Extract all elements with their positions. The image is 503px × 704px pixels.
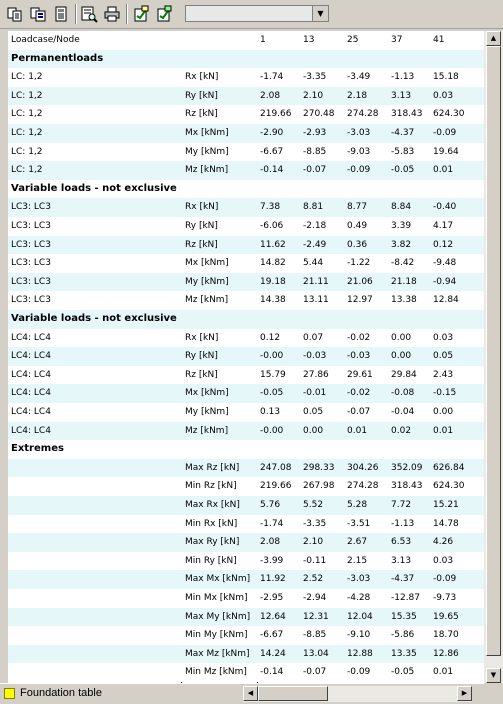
section-row <box>8 310 484 329</box>
table-cell[interactable]: -0.07 <box>303 667 327 678</box>
header-cell[interactable]: 41 <box>433 35 445 45</box>
table-cell[interactable]: 2.18 <box>347 90 368 101</box>
table-cell[interactable]: -0.00 <box>260 425 284 436</box>
table-cell[interactable]: 7.38 <box>260 202 281 213</box>
table-cell[interactable]: 19.18 <box>260 276 286 287</box>
table-cell[interactable]: 5.76 <box>260 500 281 510</box>
table-cell[interactable]: Max Ry [kN] <box>185 537 240 548</box>
table-row <box>8 384 484 403</box>
table-cell[interactable]: 0.05 <box>303 407 324 417</box>
table-row <box>8 347 484 366</box>
table-cell[interactable]: 15.21 <box>433 500 459 510</box>
table-cell[interactable]: Max Mz [kNm] <box>185 648 250 659</box>
table-cell[interactable]: Max Rz [kN] <box>185 462 240 473</box>
table-cell[interactable]: 352.09 <box>391 462 423 473</box>
table-cell[interactable]: 0.00 <box>391 351 412 362</box>
table-cell[interactable]: -2.93 <box>303 128 327 138</box>
toolbar-separator <box>75 4 77 24</box>
table-cell[interactable]: 12.04 <box>347 611 373 622</box>
table-cell[interactable]: Min Rx [kN] <box>185 518 238 529</box>
table-cell[interactable]: -2.49 <box>303 239 327 250</box>
table-cell[interactable]: 270.48 <box>303 109 335 120</box>
table-cell[interactable]: 0.03 <box>433 332 454 343</box>
table-cell[interactable]: 0.03 <box>433 555 454 566</box>
scroll-left-icon[interactable]: ◀ <box>243 686 258 701</box>
table-cell[interactable]: 304.26 <box>347 462 379 473</box>
table-cell[interactable]: Rz [kN] <box>185 239 218 250</box>
table-cell[interactable]: 14.24 <box>260 648 286 659</box>
table-cell[interactable]: -3.49 <box>347 72 371 83</box>
table-cell[interactable]: -0.09 <box>433 574 457 585</box>
table-cell[interactable]: 0.00 <box>391 332 412 343</box>
table-cell[interactable]: -0.09 <box>433 128 457 138</box>
section-row <box>8 440 484 459</box>
scroll-up-icon[interactable]: ▲ <box>486 31 501 46</box>
table-cell[interactable]: My [kNm] <box>185 276 229 287</box>
table-cell[interactable]: 6.53 <box>391 537 412 548</box>
table-cell[interactable]: 27.86 <box>303 369 329 380</box>
table-row <box>8 143 484 162</box>
table-cell[interactable]: Ry [kN] <box>185 90 218 101</box>
bottom-bar <box>0 683 503 704</box>
table-cell[interactable]: 298.33 <box>303 462 335 473</box>
table-cell[interactable]: 15.18 <box>433 72 459 83</box>
table-cell[interactable]: 8.81 <box>303 202 324 213</box>
table-cell[interactable]: -5.83 <box>391 146 415 157</box>
table-cell[interactable]: -0.01 <box>303 388 327 399</box>
table-cell[interactable]: -2.95 <box>260 593 284 603</box>
table-row <box>8 366 484 385</box>
table-cell[interactable]: Mx [kNm] <box>185 258 229 269</box>
table-cell[interactable]: 318.43 <box>391 109 423 120</box>
table-row <box>8 477 484 496</box>
table-cell[interactable]: Min My [kNm] <box>185 630 248 641</box>
table-cell[interactable]: 274.28 <box>347 109 379 120</box>
table-cell[interactable] <box>11 663 181 682</box>
table-cell[interactable]: 219.66 <box>260 109 292 120</box>
sheet-tab-label: Foundation table <box>20 687 102 699</box>
table-cell[interactable]: 219.66 <box>260 481 292 492</box>
table-cell[interactable]: 19.64 <box>433 146 459 157</box>
table-cell[interactable]: 2.43 <box>433 369 454 380</box>
results-table <box>8 31 484 683</box>
table-cell[interactable] <box>11 570 181 589</box>
table-cell[interactable]: -12.87 <box>391 593 421 603</box>
toolbar-separator <box>126 4 128 24</box>
table-cell[interactable]: LC3: LC3 <box>11 295 51 306</box>
table-cell[interactable]: -2.90 <box>260 128 284 138</box>
sheet-tab-icon <box>4 688 15 699</box>
table-cell[interactable]: Rz [kN] <box>185 369 218 380</box>
table-cell[interactable]: LC3: LC3 <box>11 239 51 250</box>
table-cell[interactable]: -3.03 <box>347 128 371 138</box>
table-row <box>8 496 484 515</box>
table-cell[interactable]: My [kNm] <box>185 146 229 157</box>
chevron-down-icon[interactable]: ▼ <box>312 6 328 21</box>
table-cell[interactable]: LC4: LC4 <box>11 369 51 380</box>
table-cell[interactable]: LC: 1,2 <box>11 146 43 157</box>
table-cell[interactable]: -0.07 <box>303 165 327 176</box>
table-cell[interactable]: Max My [kNm] <box>185 611 251 622</box>
table-cell[interactable]: 13.38 <box>391 295 417 306</box>
toolbar-dropdown[interactable] <box>185 5 329 22</box>
table-cell[interactable]: -4.28 <box>347 593 371 603</box>
table-cell[interactable]: 0.13 <box>260 407 281 417</box>
table-cell[interactable]: 12.64 <box>260 611 286 622</box>
table-cell[interactable]: -0.94 <box>433 276 457 287</box>
table-cell[interactable]: -0.14 <box>260 165 284 176</box>
header-cell[interactable] <box>185 31 255 50</box>
scroll-down-icon[interactable]: ▼ <box>486 668 501 683</box>
table-cell[interactable]: Min Ry [kN] <box>185 555 237 566</box>
table-cell[interactable]: 3.13 <box>391 90 412 101</box>
table-cell[interactable]: 7.72 <box>391 500 412 510</box>
table-cell[interactable]: 5.44 <box>303 258 324 269</box>
section-title: Permanentloads <box>11 52 104 64</box>
table-cell[interactable]: -0.15 <box>433 388 457 399</box>
table-cell[interactable]: 318.43 <box>391 481 423 492</box>
vertical-scrollbar[interactable] <box>484 31 503 683</box>
scroll-corner <box>484 683 503 703</box>
table-cell[interactable]: -0.08 <box>391 388 415 399</box>
page-setup-icon[interactable] <box>52 5 70 23</box>
header-cell[interactable]: Loadcase/Node <box>11 35 80 45</box>
table-cell[interactable]: -8.85 <box>303 630 327 641</box>
table-cell[interactable]: LC4: LC4 <box>11 407 51 417</box>
table-cell[interactable]: -0.05 <box>260 388 284 399</box>
table-cell[interactable]: LC3: LC3 <box>11 258 51 269</box>
table-cell[interactable]: 0.00 <box>433 407 454 417</box>
table-cell[interactable]: -4.37 <box>391 128 415 138</box>
table-cell[interactable]: Ry [kN] <box>185 351 218 362</box>
table-cell[interactable]: 0.02 <box>391 425 412 436</box>
table-row <box>8 217 484 236</box>
table-cell[interactable]: 13.35 <box>391 648 417 659</box>
table-row <box>8 161 484 180</box>
table-cell[interactable]: Rz [kN] <box>185 109 218 120</box>
table-cell[interactable]: 624.30 <box>433 481 465 492</box>
table-cell[interactable]: 12.97 <box>347 295 373 306</box>
table-cell[interactable]: 21.11 <box>303 276 329 287</box>
table-row <box>8 198 484 217</box>
table-cell[interactable]: -3.35 <box>303 72 327 83</box>
section-row <box>8 50 484 69</box>
table-cell[interactable]: -6.67 <box>260 630 284 641</box>
table-cell[interactable]: -0.11 <box>303 555 327 566</box>
table-cell[interactable]: Max Mx [kNm] <box>185 574 251 585</box>
table-row <box>8 645 484 664</box>
table-cell[interactable]: LC: 1,2 <box>11 109 43 120</box>
table-cell[interactable] <box>11 496 181 515</box>
table-cell[interactable]: -0.40 <box>433 202 457 213</box>
table-cell[interactable]: 0.00 <box>303 425 324 436</box>
table-cell[interactable]: 13.04 <box>303 648 329 659</box>
table-cell[interactable]: 3.39 <box>391 221 412 231</box>
section-title: Variable loads - not exclusive <box>11 313 177 324</box>
table-cell[interactable]: 4.26 <box>433 537 454 548</box>
table-cell[interactable]: 15.79 <box>260 369 286 380</box>
header-cell[interactable]: 25 <box>347 35 359 45</box>
table-cell[interactable] <box>11 533 181 552</box>
table-cell[interactable]: 14.78 <box>433 518 459 529</box>
table-cell[interactable] <box>11 608 181 627</box>
table-cell[interactable]: -6.67 <box>260 146 284 157</box>
table-cell[interactable]: -0.04 <box>391 407 415 417</box>
table-cell[interactable]: 5.28 <box>347 500 368 510</box>
table-row <box>8 608 484 627</box>
table-cell[interactable]: 2.67 <box>347 537 368 548</box>
table-cell[interactable]: -9.03 <box>347 146 371 157</box>
section-title: Extremes <box>11 443 64 455</box>
table-cell[interactable]: LC4: LC4 <box>11 425 51 436</box>
table-row <box>8 124 484 143</box>
table-row <box>8 87 484 106</box>
table-cell[interactable]: -3.51 <box>347 518 371 529</box>
table-cell[interactable]: 0.49 <box>347 221 368 231</box>
copy-table-icon[interactable] <box>29 5 47 23</box>
section-row <box>8 180 484 199</box>
print-preview-icon[interactable] <box>80 5 98 23</box>
table-cell[interactable]: 21.18 <box>391 276 417 287</box>
horizontal-scroll-thumb[interactable] <box>258 686 328 701</box>
table-cell[interactable]: 14.82 <box>260 258 286 269</box>
table-row <box>8 236 484 255</box>
table-cell[interactable]: -0.03 <box>347 351 371 362</box>
table-cell[interactable]: 4.17 <box>433 221 454 231</box>
table-cell[interactable]: -1.74 <box>260 72 284 83</box>
table-cell[interactable]: -6.06 <box>260 221 284 231</box>
table-cell[interactable]: 3.82 <box>391 239 412 250</box>
table-cell[interactable]: 274.28 <box>347 481 379 492</box>
table-cell[interactable]: -0.05 <box>391 667 415 678</box>
table-row <box>8 589 484 608</box>
table-cell[interactable]: Mz [kNm] <box>185 165 229 176</box>
table-cell[interactable]: 2.08 <box>260 537 281 548</box>
table-cell[interactable]: Mx [kNm] <box>185 388 229 399</box>
table-cell[interactable]: 21.06 <box>347 276 373 287</box>
table-cell[interactable]: LC: 1,2 <box>11 165 43 176</box>
export-icon[interactable] <box>132 5 150 23</box>
table-cell[interactable]: 11.62 <box>260 239 286 250</box>
table-cell[interactable]: 18.70 <box>433 630 459 641</box>
table-cell[interactable]: -0.05 <box>391 165 415 176</box>
header-cell[interactable]: 37 <box>391 35 403 45</box>
table-cell[interactable]: -1.22 <box>347 258 371 269</box>
table-cell[interactable]: 12.88 <box>347 648 373 659</box>
table-cell[interactable] <box>11 589 181 608</box>
table-cell[interactable]: 3.13 <box>391 555 412 566</box>
table-cell[interactable]: 2.52 <box>303 574 324 585</box>
vertical-scroll-thumb[interactable] <box>486 46 501 656</box>
table-cell[interactable]: Rx [kN] <box>185 332 219 343</box>
table-row <box>8 422 484 441</box>
table-cell[interactable]: 8.77 <box>347 202 368 213</box>
header-cell[interactable]: 13 <box>303 35 315 45</box>
table-cell[interactable]: 0.05 <box>433 351 454 362</box>
table-cell[interactable]: -9.73 <box>433 593 457 603</box>
table-cell[interactable]: -0.00 <box>260 351 284 362</box>
table-cell[interactable]: -3.35 <box>303 518 327 529</box>
table-cell[interactable]: 19.65 <box>433 611 459 622</box>
table-cell[interactable]: Min Mx [kNm] <box>185 593 248 603</box>
table-cell[interactable]: -0.02 <box>347 332 371 343</box>
export-settings-icon[interactable] <box>155 5 173 23</box>
table-cell[interactable]: -4.37 <box>391 574 415 585</box>
table-row <box>8 329 484 348</box>
table-cell[interactable]: LC3: LC3 <box>11 202 51 213</box>
table-cell[interactable]: 0.01 <box>433 425 454 436</box>
table-cell[interactable]: 14.38 <box>260 295 286 306</box>
table-cell[interactable]: 0.01 <box>347 425 368 436</box>
print-icon[interactable] <box>103 5 121 23</box>
table-cell[interactable]: LC3: LC3 <box>11 276 51 287</box>
table-cell[interactable]: 15.35 <box>391 611 417 622</box>
toolbar <box>0 0 503 29</box>
table-cell[interactable]: 0.07 <box>303 332 324 343</box>
table-cell[interactable]: 247.08 <box>260 462 292 473</box>
table-cell[interactable]: -0.02 <box>347 388 371 399</box>
table-cell[interactable]: Ry [kN] <box>185 221 218 231</box>
table-cell[interactable]: 0.01 <box>433 667 454 678</box>
table-row <box>8 570 484 589</box>
table-cell[interactable]: 0.12 <box>260 332 281 343</box>
table-cell[interactable]: -9.10 <box>347 630 371 641</box>
table-cell[interactable]: 2.10 <box>303 90 324 101</box>
table-cell[interactable]: -2.18 <box>303 221 327 231</box>
table-cell[interactable]: Max Rx [kN] <box>185 500 240 510</box>
table-cell[interactable]: 0.36 <box>347 239 368 250</box>
table-cell[interactable]: -0.03 <box>303 351 327 362</box>
table-row <box>8 273 484 292</box>
table-cell[interactable]: Min Rz [kN] <box>185 481 237 492</box>
table-cell[interactable]: Rx [kN] <box>185 72 219 83</box>
table-cell[interactable]: Mz [kNm] <box>185 425 229 436</box>
table-row <box>8 459 484 478</box>
sheet-tab[interactable] <box>0 685 240 703</box>
table-row <box>8 552 484 571</box>
table-cell[interactable]: 0.03 <box>433 90 454 101</box>
table-cell[interactable]: LC4: LC4 <box>11 388 51 399</box>
table-cell[interactable]: -3.99 <box>260 555 284 566</box>
table-cell[interactable]: -0.14 <box>260 667 284 678</box>
table-cell[interactable]: Min Mz [kNm] <box>185 667 247 678</box>
table-cell[interactable]: -0.09 <box>347 165 371 176</box>
table-cell[interactable]: 5.52 <box>303 500 324 510</box>
table-cell[interactable]: 2.15 <box>347 555 368 566</box>
table-cell[interactable]: -8.42 <box>391 258 415 269</box>
table-cell[interactable]: LC3: LC3 <box>11 221 51 231</box>
table-cell[interactable]: 8.84 <box>391 202 412 213</box>
header-cell[interactable]: 1 <box>260 35 266 45</box>
table-cell[interactable]: -3.03 <box>347 574 371 585</box>
table-row <box>8 533 484 552</box>
table-cell[interactable]: LC: 1,2 <box>11 72 43 83</box>
table-cell[interactable]: -5.86 <box>391 630 415 641</box>
table-cell[interactable]: LC4: LC4 <box>11 351 51 362</box>
table-cell[interactable]: LC: 1,2 <box>11 90 43 101</box>
table-cell[interactable]: LC: 1,2 <box>11 128 43 138</box>
copy-icon[interactable] <box>6 5 24 23</box>
table-cell[interactable] <box>11 515 181 534</box>
table-row <box>8 403 484 422</box>
table-cell[interactable] <box>11 552 181 571</box>
table-cell[interactable]: 12.84 <box>433 295 459 306</box>
table-cell[interactable]: -1.13 <box>391 72 415 83</box>
table-cell[interactable]: Mz [kNm] <box>185 295 229 306</box>
table-cell[interactable]: 624.30 <box>433 109 465 120</box>
table-header-row <box>8 31 484 50</box>
table-cell[interactable]: -0.09 <box>347 667 371 678</box>
table-cell[interactable]: 267.98 <box>303 481 335 492</box>
table-row <box>8 515 484 534</box>
table-cell[interactable]: 0.01 <box>433 165 454 176</box>
table-row <box>8 68 484 87</box>
table-cell[interactable]: -2.94 <box>303 593 327 603</box>
table-cell[interactable]: 12.31 <box>303 611 329 622</box>
table-cell[interactable]: -8.85 <box>303 146 327 157</box>
table-cell[interactable] <box>11 645 181 664</box>
table-cell[interactable]: Mx [kNm] <box>185 128 229 138</box>
table-row <box>8 254 484 273</box>
table-row <box>8 663 484 682</box>
table-cell[interactable]: LC4: LC4 <box>11 332 51 343</box>
table-cell[interactable] <box>11 477 181 496</box>
section-title: Variable loads - not exclusive <box>11 182 177 194</box>
table-cell[interactable]: 11.92 <box>260 574 286 585</box>
table-cell[interactable]: 12.86 <box>433 648 459 659</box>
table-cell[interactable]: -1.13 <box>391 518 415 529</box>
table-cell[interactable] <box>11 459 181 478</box>
table-cell[interactable]: 0.12 <box>433 239 454 250</box>
table-cell[interactable]: -0.07 <box>347 407 371 417</box>
table-cell[interactable]: 626.84 <box>433 462 465 473</box>
table-row <box>8 105 484 124</box>
table-row <box>8 626 484 645</box>
scroll-right-icon[interactable]: ▶ <box>457 686 472 701</box>
table-cell[interactable] <box>11 626 181 645</box>
table-cell[interactable]: 29.84 <box>391 369 417 380</box>
table-cell[interactable]: My [kNm] <box>185 407 229 417</box>
table-cell[interactable]: 2.08 <box>260 90 281 101</box>
table-cell[interactable]: 2.10 <box>303 537 324 548</box>
table-cell[interactable]: Rx [kN] <box>185 202 219 213</box>
table-cell[interactable]: -9.48 <box>433 258 457 269</box>
table-row <box>8 291 484 310</box>
table-cell[interactable]: -1.74 <box>260 518 284 529</box>
table-cell[interactable]: 29.61 <box>347 369 373 380</box>
table-cell[interactable]: 13.11 <box>303 295 329 306</box>
horizontal-scrollbar[interactable] <box>243 686 472 702</box>
